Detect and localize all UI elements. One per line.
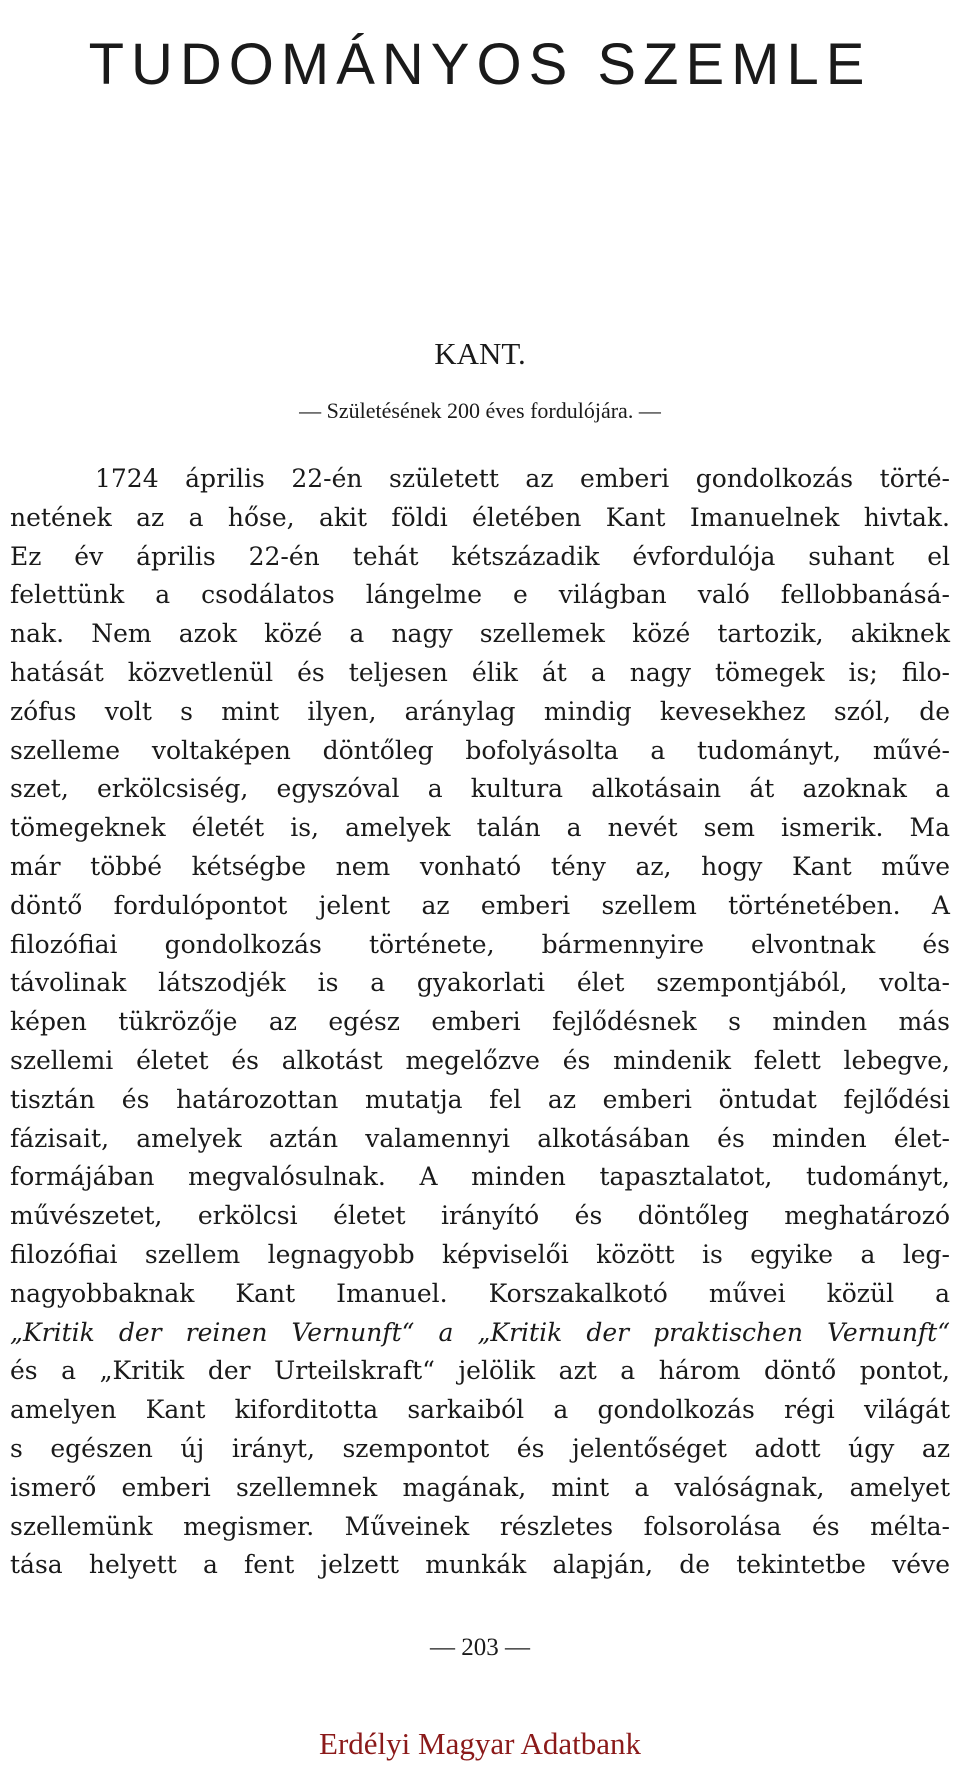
source-watermark: Erdélyi Magyar Adatbank [319,1726,641,1761]
body-line: már többé kétségbe nem vonható tény az, hogy Kant műve [10,851,950,881]
article-title: KANT. [434,336,526,371]
body-line: filozófiai szellem legnagyobb képviselői között is egyike a leg- [10,1239,950,1269]
article-body [10,460,950,1585]
article-subtitle: — Születésének 200 éves fordulójára. — [299,398,661,423]
body-line: és a „Kritik der Urteilskraft“ jelölik azt a három döntő pontot, [10,1356,950,1386]
page-number: — 203 — [430,1634,530,1661]
body-line: nak. Nem azok közé a nagy szellemek közé tartozik, akiknek [10,619,950,649]
body-line: szellemi életet és alkotást megelőzve és mindenik felett lebegve, [10,1045,950,1075]
body-line: ismerő emberi szellemnek magának, mint a valóságnak, amelyet [10,1472,950,1502]
body-line: művészetet, erkölcsi életet irányító és döntőleg meghatározó [10,1201,950,1231]
body-line: felettünk a csodálatos lángelme e világban való fellobbanásá- [10,580,950,610]
body-line: szet, erkölcsiség, egyszóval a kultura alkotásain át azoknak a [10,774,950,804]
body-line: netének az a hőse, akit földi életében Kant Imanuelnek hivtak. [10,502,950,532]
body-line: Ez év április 22-én tehát kétszázadik évfordulója suhant el [10,541,950,571]
body-line: tása helyett a fent jelzett munkák alapján, de tekintetbe véve [10,1550,950,1580]
body-line: döntő fordulópontot jelent az emberi szellem történetében. A [10,890,950,920]
body-line: hatását közvetlenül és teljesen élik át a nagy tömegek is; filo- [10,657,950,687]
body-line: zófus volt s mint ilyen, aránylag mindig kevesekhez szól, de [10,696,950,726]
body-line: amelyen Kant kiforditotta sarkaiból a gondolkozás régi világát [10,1395,950,1425]
journal-masthead: TUDOMÁNYOS SZEMLE [88,32,872,97]
body-line: tisztán és határozottan mutatja fel az emberi öntudat fejlődési [10,1084,950,1114]
body-line: szellemünk megismer. Műveinek részletes folsorolása és méltа- [10,1511,950,1541]
body-line: távolinak látszodjék is a gyakorlati élet szempontjából, volta- [10,968,950,998]
body-line: 1724 április 22-én született az emberi gondolkozás törté- [95,464,950,493]
body-line: formájában megvalósulnak. A minden tapasztalatot, tudományt, [10,1162,950,1192]
body-line: tömegeknek életét is, amelyek talán a nevét sem ismerik. Ma [10,813,950,843]
body-line: nagyobbaknak Kant Imanuel. Korszakalkotó művei közül a [10,1278,950,1308]
body-line: képen tükrözője az egész emberi fejlődésnek s minden más [10,1007,950,1037]
body-line: szelleme voltaképen döntőleg bofolyásolta a tudományt, művé- [10,735,950,765]
body-line: „Kritik der reinen Vernunft“ a „Kritik der praktischen Vernunft“ [10,1317,950,1347]
body-line: filozófiai gondolkozás története, bármennyire elvontnak és [10,929,950,959]
body-line: fázisait, amelyek aztán valamennyi alkotásában és minden élet- [10,1123,950,1153]
body-line: s egészen új irányt, szempontot és jelentőséget adott úgy az [10,1433,950,1463]
